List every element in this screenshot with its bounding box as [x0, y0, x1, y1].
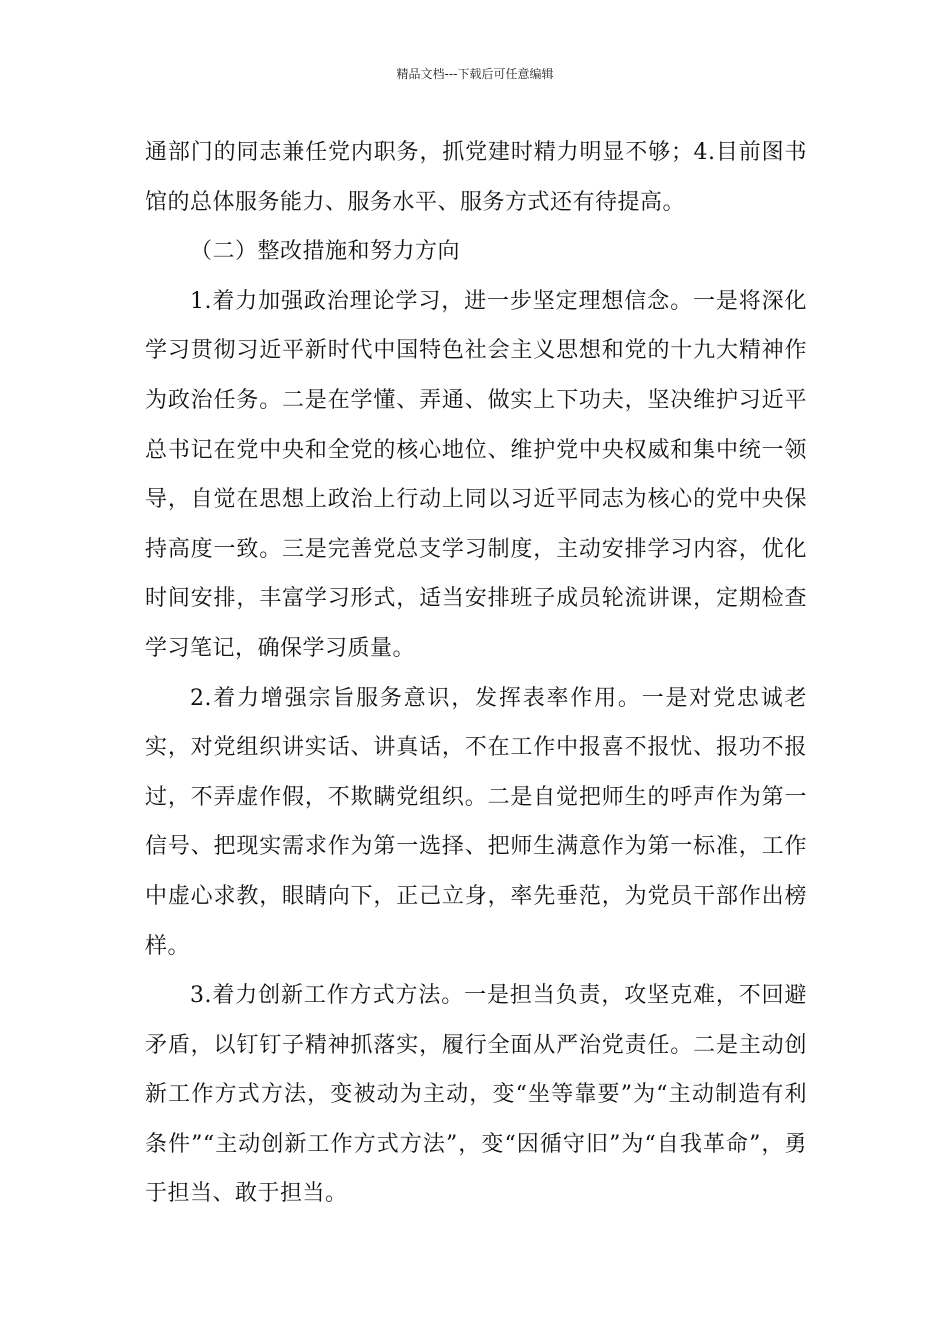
- paragraph-item-1: 1.着力加强政治理论学习，进一步坚定理想信念。一是将深化学习贯彻习近平新时代中国特色社会主义思想和党的十九大精神作为政治任务。二是在学懂、弄通、做实上下功夫，坚决维护习近平总书记在党中央和全党的核心地位、维护党中央权威和集中统一领导，自觉在思想上政治上行动上同以习近平同志为核心的党中央保持高度一致。三是完善党总支学习制度，主动安排学习内容，优化时间安排，丰富学习形式，适当安排班子成员轮流讲课，定期检查学习笔记，确保学习质量。: [145, 288, 807, 661]
- document-body: [145, 128, 807, 1219]
- page-header: 精品文档---下载后可任意编辑: [396, 67, 554, 81]
- section-heading: （二）整改措施和努力方向: [190, 239, 461, 265]
- paragraph-item-3: 3.着力创新工作方式方法。一是担当负责，攻坚克难，不回避矛盾，以钉钉子精神抓落实，履行全面从严治党责任。二是主动创新工作方式方法，变被动为主动，变“坐等靠要”为“主动制造有利条件”“主动创新工作方式方法”，变“因循守旧”为“自我革命”，勇于担当、敢于担当。: [145, 983, 807, 1207]
- paragraph-continuation: 通部门的同志兼任党内职务，抓党建时精力明显不够；4.目前图书馆的总体服务能力、服务水平、服务方式还有待提高。: [145, 140, 807, 215]
- paragraph-item-2: 2.着力增强宗旨服务意识，发挥表率作用。一是对党忠诚老实，对党组织讲实话、讲真话，不在工作中报喜不报忧、报功不报过，不弄虚作假，不欺瞒党组织。二是自觉把师生的呼声作为第一信号、把现实需求作为第一选择、把师生满意作为第一标准，工作中虚心求教，眼睛向下，正己立身，率先垂范，为党员干部作出榜样。: [145, 685, 807, 959]
